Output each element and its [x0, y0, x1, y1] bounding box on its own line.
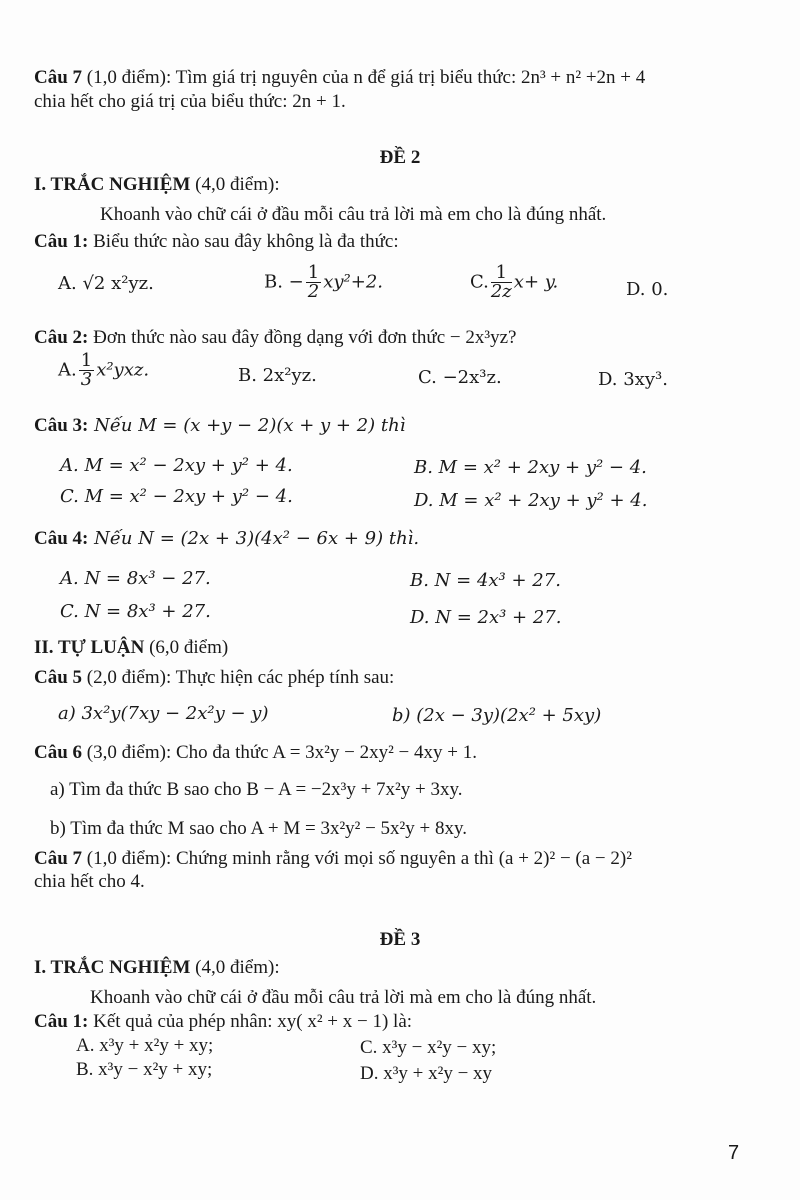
de2-q7-line1: Câu 7 (1,0 điểm): Chứng minh rằng với mọi số nguyên a thì (a + 2)² − (a − 2)²: [34, 848, 632, 869]
de3-q1-option-b: B. x³y − x²y + xy;: [76, 1059, 213, 1080]
de2-q4-option-a: A. N = 8x³ − 27.: [60, 568, 211, 589]
de2-q5-part-a: a) 3x²y(7xy − 2x²y − y): [58, 703, 269, 724]
de2-q2: Câu 2: Đơn thức nào sau đây đồng dạng với đơn thức − 2x³yz?: [34, 327, 517, 348]
de2-q4-option-b: B. N = 4x³ + 27.: [410, 570, 561, 591]
de2-q6: Câu 6 (3,0 điểm): Cho đa thức A = 3x²y − 2xy² − 4xy + 1.: [34, 742, 477, 763]
de2-q1-option-b: B. − $\frac{1}{2}$ xy²+2.: [264, 262, 384, 302]
de2-q1-option-d: D. 0.: [626, 279, 669, 300]
de2-part1-heading: I. TRẮC NGHIỆM (4,0 điểm):: [34, 174, 280, 195]
de2-q6-part-a: a) Tìm đa thức B sao cho B − A = −2x³y + 7x²y + 3xy.: [50, 779, 463, 800]
fraction: $\frac{1}{3}$: [80, 350, 93, 390]
de3-q1-option-c: C. x³y − x²y − xy;: [360, 1037, 497, 1058]
de3-q1-option-a: A. x³y + x²y + xy;: [76, 1035, 214, 1056]
page-number: 7: [728, 1142, 740, 1164]
de2-q4: Câu 4: Nếu N = (2x + 3)(4x² − 6x + 9) thì.: [34, 528, 420, 549]
de2-q3-option-c: C. M = x² − 2xy + y² − 4.: [60, 486, 293, 507]
de2-q3-option-d: D. M = x² + 2xy + y² + 4.: [414, 490, 648, 511]
de2-q4-option-d: D. N = 2x³ + 27.: [410, 607, 562, 628]
prev-q7-line1: Câu 7 (1,0 điểm): Tìm giá trị nguyên của n để giá trị biểu thức: 2n³ + n² +2n + 4: [34, 67, 646, 88]
de2-q1-option-a: A. √2 x²yz.: [58, 273, 154, 294]
fraction: $\frac{1}{2}$: [307, 262, 320, 302]
de2-q1: Câu 1: Biểu thức nào sau đây không là đa thức:: [34, 231, 399, 252]
de2-q7-line2: chia hết cho 4.: [34, 871, 145, 892]
de2-q5: Câu 5 (2,0 điểm): Thực hiện các phép tính sau:: [34, 667, 395, 688]
de2-q3-option-a: A. M = x² − 2xy + y² + 4.: [60, 455, 293, 476]
de3-q1: Câu 1: Kết quả của phép nhân: xy( x² + x − 1) là:: [34, 1011, 413, 1032]
de2-title: ĐỀ 2: [379, 147, 421, 168]
fraction: $\frac{1}{2z}$: [490, 262, 512, 302]
de2-q1-option-c: C. $\frac{1}{2z}$ x+ y.: [470, 262, 559, 302]
de2-q2-option-a: A. $\frac{1}{3}$ x²yxz.: [58, 350, 150, 390]
de2-q6-part-b: b) Tìm đa thức M sao cho A + M = 3x²y² − 5x²y + 8xy.: [50, 818, 467, 839]
de2-instruction: Khoanh vào chữ cái ở đầu mỗi câu trả lời mà em cho là đúng nhất.: [100, 204, 607, 225]
de2-part2-heading: II. TỰ LUẬN (6,0 điểm): [34, 637, 229, 658]
de3-part1-heading: I. TRẮC NGHIỆM (4,0 điểm):: [34, 957, 280, 978]
prev-q7-line2: chia hết cho giá trị của biểu thức: 2n + 1.: [34, 91, 346, 112]
de2-q3-option-b: B. M = x² + 2xy + y² − 4.: [414, 457, 647, 478]
de2-q2-option-c: C. −2x³z.: [418, 367, 502, 388]
de2-q3: Câu 3: Nếu M = (x +y − 2)(x + y + 2) thì: [34, 415, 406, 436]
de2-q4-option-c: C. N = 8x³ + 27.: [60, 601, 211, 622]
de2-q2-option-d: D. 3xy³.: [598, 369, 668, 390]
de2-q2-option-b: B. 2x²yz.: [238, 365, 317, 386]
de3-title: ĐỀ 3: [379, 929, 421, 950]
de3-instruction: Khoanh vào chữ cái ở đầu mỗi câu trả lời mà em cho là đúng nhất.: [90, 987, 597, 1008]
de3-q1-option-d: D. x³y + x²y − xy: [360, 1063, 493, 1084]
de2-q5-part-b: b) (2x − 3y)(2x² + 5xy): [392, 705, 602, 726]
